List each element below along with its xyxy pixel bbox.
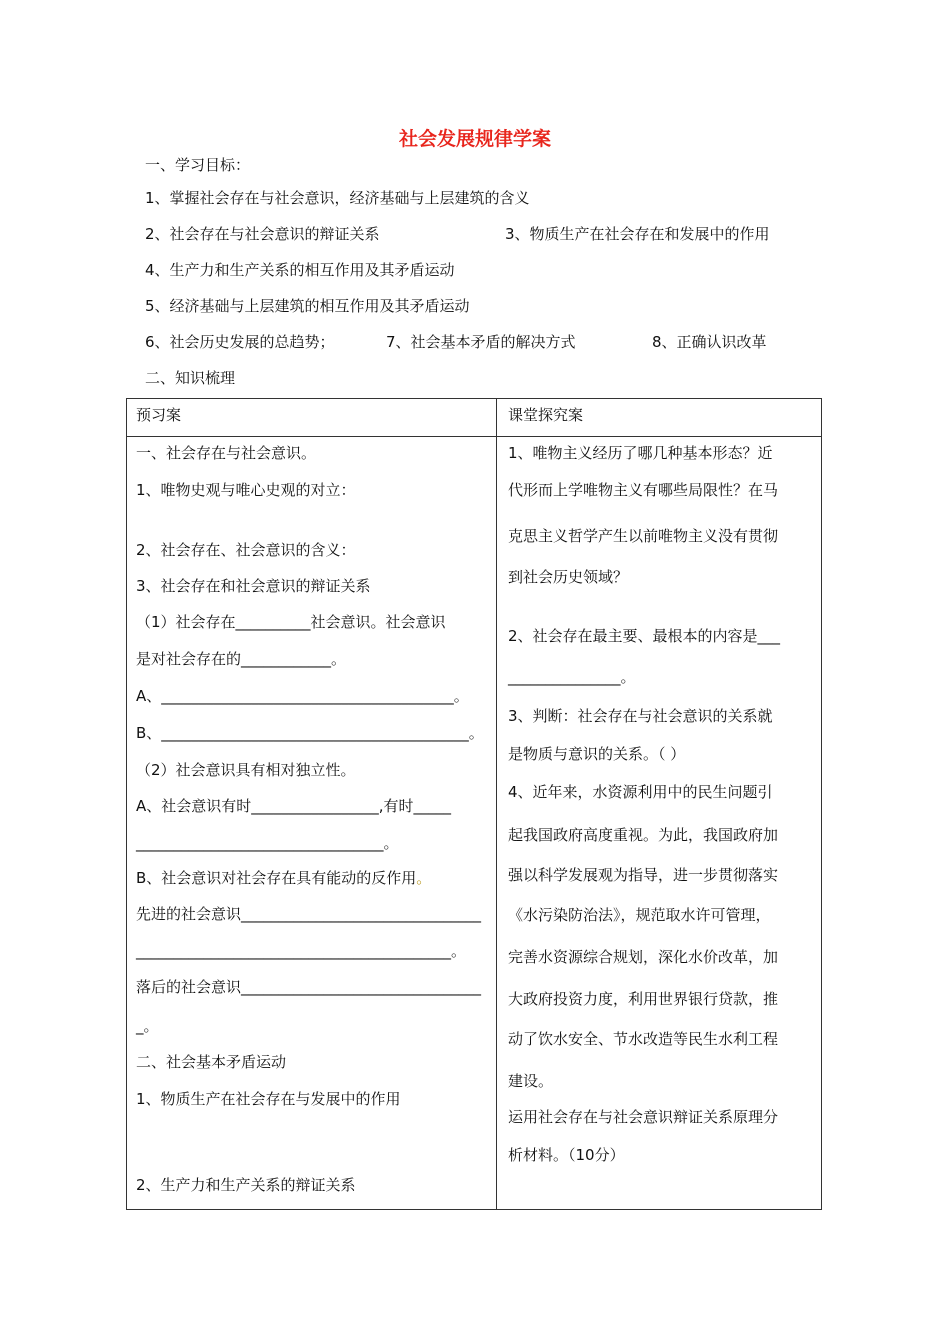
- right-line: 4、近年来，水资源利用中的民生问题引: [508, 783, 773, 801]
- right-line: 运用社会存在与社会意识辩证关系原理分: [508, 1108, 779, 1126]
- left-line: 3、社会存在和社会意识的辩证关系: [136, 577, 371, 595]
- right-line: 大政府投资力度，利用世界银行贷款，推: [508, 990, 779, 1008]
- right-line: 3、判断：社会存在与社会意识的关系就: [508, 707, 773, 725]
- goal-item: 4、生产力和生产关系的相互作用及其矛盾运动: [145, 261, 455, 279]
- goal-item: 8、正确认识改革: [652, 333, 767, 351]
- goal-item: 6、社会历史发展的总趋势；: [145, 333, 335, 351]
- section-heading-knowledge: 二、知识梳理: [145, 369, 236, 387]
- goal-item: 3、物质生产在社会存在和发展中的作用: [505, 225, 770, 243]
- right-line: 建设。: [508, 1072, 554, 1090]
- left-line-text: B、社会意识对社会存在具有能动的反作用: [136, 869, 417, 887]
- page-title: 社会发展规律学案: [398, 128, 551, 150]
- section-heading-goals: 一、学习目标：: [145, 156, 251, 174]
- left-line: _________________________________。: [136, 834, 399, 852]
- left-line: _。: [136, 1017, 159, 1035]
- left-line: [136, 868, 431, 888]
- right-line: 完善水资源综合规划，深化水价改革，加: [508, 948, 779, 966]
- table-header-divider: [127, 436, 821, 437]
- goal-item: 7、社会基本矛盾的解决方式: [386, 333, 576, 351]
- left-line: 一、社会存在与社会意识。: [136, 444, 317, 462]
- marker-dot: 。: [416, 869, 432, 887]
- left-line: 是对社会存在的____________。: [136, 650, 347, 668]
- goal-item: 5、经济基础与上层建筑的相互作用及其矛盾运动: [145, 297, 470, 315]
- table-column-divider: [496, 399, 497, 1209]
- left-line: 先进的社会意识________________________________: [136, 905, 482, 923]
- left-line: 1、物质生产在社会存在与发展中的作用: [136, 1090, 401, 1108]
- right-line: 2、社会存在最主要、最根本的内容是___: [508, 627, 781, 645]
- right-line: 《水污染防治法》，规范取水许可管理，: [508, 906, 771, 924]
- left-line: 1、唯物史观与唯心史观的对立：: [136, 481, 356, 499]
- right-line: 起我国政府高度重视。为此，我国政府加: [508, 826, 779, 844]
- left-line: B、_________________________________________。: [136, 724, 484, 742]
- right-line: _______________。: [508, 668, 636, 686]
- right-line: 强以科学发展观为指导，进一步贯彻落实: [508, 866, 779, 884]
- study-table: [126, 398, 822, 1210]
- right-line: 析材料。（10分）: [508, 1146, 625, 1164]
- right-line: 克思主义哲学产生以前唯物主义没有贯彻: [508, 527, 779, 545]
- left-line: 2、生产力和生产关系的辩证关系: [136, 1176, 356, 1194]
- goal-item: 2、社会存在与社会意识的辩证关系: [145, 225, 380, 243]
- right-line: 到社会历史领域？: [508, 568, 629, 586]
- goal-item: 1、掌握社会存在与社会意识，经济基础与上层建筑的含义: [145, 189, 530, 207]
- right-line: 是物质与意识的关系。（ ）: [508, 745, 686, 763]
- left-line: A、_______________________________________。: [136, 687, 469, 705]
- left-line: （2）社会意识具有相对独立性。: [136, 761, 356, 779]
- right-line: 代形而上学唯物主义有哪些局限性？在马: [508, 481, 779, 499]
- left-line: A、社会意识有时_________________,有时_____: [136, 797, 452, 815]
- left-line: 2、社会存在、社会意识的含义：: [136, 541, 356, 559]
- left-line: 落后的社会意识________________________________: [136, 978, 482, 996]
- left-line: （1）社会存在__________社会意识。社会意识: [136, 613, 446, 631]
- right-line: 1、唯物主义经历了哪几种基本形态？近: [508, 444, 773, 462]
- left-line: __________________________________________。: [136, 942, 467, 960]
- left-line: 二、社会基本矛盾运动: [136, 1053, 287, 1071]
- table-header-inquiry: 课堂探究案: [508, 406, 584, 424]
- table-header-preview: 预习案: [136, 406, 182, 424]
- right-line: 动了饮水安全、节水改造等民生水利工程: [508, 1030, 779, 1048]
